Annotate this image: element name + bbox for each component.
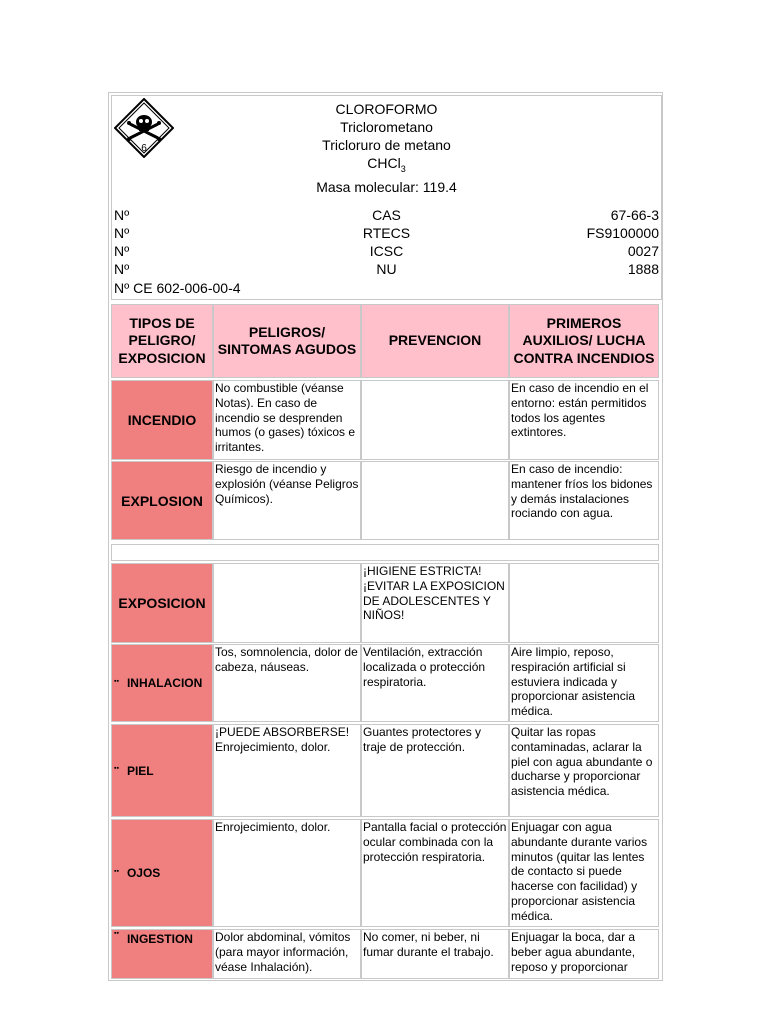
id-row-nu: Nº NU 1888	[114, 261, 659, 277]
first-aid-cell: Quitar las ropas contaminadas, aclarar la piel con agua abundante o ducharse y proporcionar asistencia médica.	[509, 724, 659, 817]
hazards-cell: Riesgo de incendio y explosión (véanse Peligros Químicos).	[213, 461, 361, 540]
hazards-cell	[213, 563, 361, 643]
hazards-cell: Dolor abdominal, vómitos (para mayor información, véase Inhalación).	[213, 929, 361, 979]
spacer-row	[111, 544, 659, 561]
hazards-cell: ¡PUEDE ABSORBERSE! Enrojecimiento, dolor.	[213, 724, 361, 817]
first-aid-cell: En caso de incendio en el entorno: están permitidos todos los agentes extintores.	[509, 380, 659, 460]
prevention-cell	[361, 461, 509, 540]
first-aid-cell: En caso de incendio: mantener fríos los bidones y demás instalaciones rociando con agua.	[509, 461, 659, 540]
prevention-cell: No comer, ni beber, ni fumar durante el trabajo.	[361, 929, 509, 979]
hazards-cell: Tos, somnolencia, dolor de cabeza, náuseas.	[213, 644, 361, 722]
bullet-icon: ▪▪	[114, 765, 119, 772]
id-row-cas: Nº CAS 67-66-3	[114, 207, 659, 223]
prevention-cell: ¡HIGIENE ESTRICTA! ¡EVITAR LA EXPOSICION DE ADOLESCENTES Y NIÑOS!	[361, 563, 509, 643]
hazard-class-number: 6	[141, 143, 147, 154]
row-label-ingestion: ▪▪ INGESTION	[111, 929, 213, 979]
first-aid-cell: Aire limpio, reposo, respiración artificial si estuviera indicada y proporcionar asistencia médica.	[509, 644, 659, 722]
id-row-rtecs: Nº RTECS FS9100000	[114, 225, 659, 241]
icsc-card	[108, 92, 663, 981]
row-label-piel: ▪▪ PIEL	[111, 724, 213, 817]
row-label-ojos: ▪▪ OJOS	[111, 819, 213, 927]
ce-number: Nº CE 602-006-00-4	[114, 280, 241, 296]
row-label-inhalacion: ▪▪ INHALACION	[111, 644, 213, 722]
first-aid-cell: Enjuagar con agua abundante durante varios minutos (quitar las lentes de contacto si puede hacerse con facilidad) y proporcionar asistencia médica.	[509, 819, 659, 927]
row-label-incendio: INCENDIO	[111, 380, 213, 460]
id-row-icsc: Nº ICSC 0027	[114, 243, 659, 259]
col-header-hazard-type: TIPOS DE PELIGRO/ EXPOSICION	[111, 304, 213, 378]
bullet-icon: ▪▪	[114, 930, 119, 937]
synonym-1: Triclorometano	[340, 119, 433, 135]
hazards-cell: Enrojecimiento, dolor.	[213, 819, 361, 927]
prevention-cell: Pantalla facial o protección ocular combinada con la protección respiratoria.	[361, 819, 509, 927]
molecular-mass: Masa molecular: 119.4	[316, 178, 457, 195]
card-header	[111, 95, 662, 300]
row-label-explosion: EXPLOSION	[111, 461, 213, 540]
first-aid-cell	[509, 563, 659, 643]
prevention-cell: Guantes protectores y traje de protección.	[361, 724, 509, 817]
bullet-icon: ▪▪	[114, 867, 119, 875]
hazards-cell: No combustible (véanse Notas). En caso de incendio se desprenden humos (o gases) tóxicos e irritantes.	[213, 380, 361, 460]
col-header-symptoms: PELIGROS/ SINTOMAS AGUDOS	[213, 304, 361, 378]
substance-names	[112, 100, 661, 196]
row-label-exposicion: EXPOSICION	[111, 563, 213, 643]
substance-name: CLOROFORMO	[335, 101, 438, 117]
chemical-formula: CHCl$_3$	[367, 155, 406, 174]
col-header-prevention: PREVENCION	[361, 304, 509, 378]
prevention-cell	[361, 380, 509, 460]
first-aid-cell: Enjuagar la boca, dar a beber agua abundante, reposo y proporcionar	[509, 929, 659, 979]
bullet-icon: ▪▪	[114, 677, 119, 685]
synonym-2: Tricloruro de metano	[322, 137, 451, 153]
prevention-cell: Ventilación, extracción localizada o protección respiratoria.	[361, 644, 509, 722]
col-header-first-aid: PRIMEROS AUXILIOS/ LUCHA CONTRA INCENDIOS	[509, 304, 659, 378]
